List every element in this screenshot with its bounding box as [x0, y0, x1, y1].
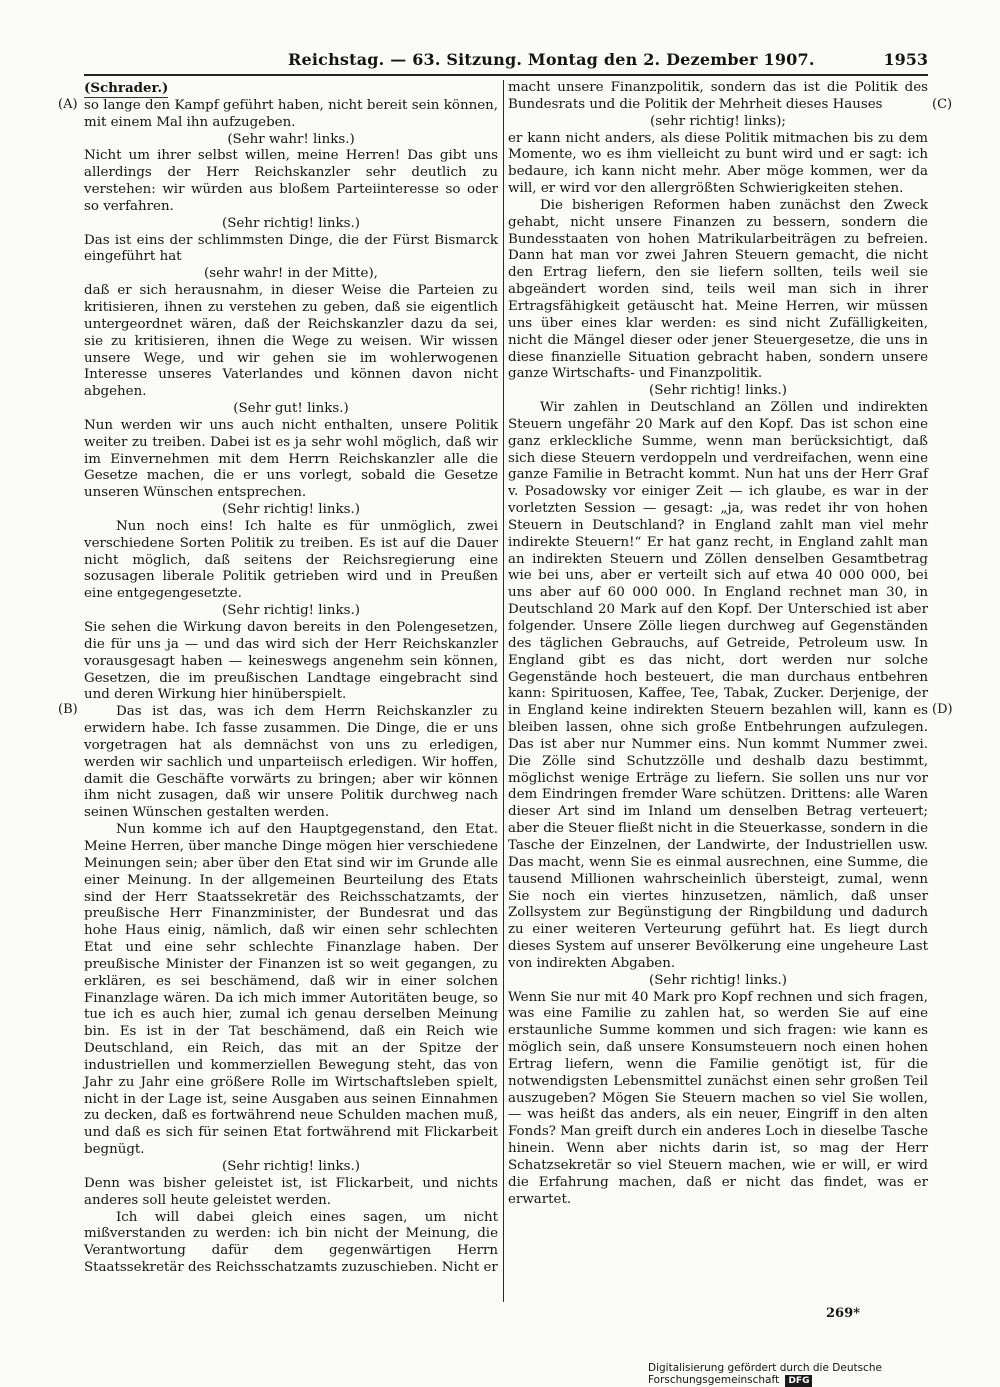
paragraph: Ich will dabei gleich eines sagen, um nicht mißverstanden zu werden: ich bin nicht der Meinung, die Verantwortung dafür dem gegenwärtigen Herrn Staatssekretär des Reichsschatzamts zuzuschieben. Nicht er: [84, 1209, 498, 1276]
paragraph: Das ist das, was ich dem Herrn Reichskanzler zu erwidern habe. Ich fasse zusammen. Die Dinge, die er uns vorgetragen hat als demnächst von uns zu erledigen, werden wir sachlich und unparteiisch erledigen. Wir hoffen, damit die Geschäfte vorwärts zu bringen; aber wir können ihm nicht zusagen, daß wir unsere Politik durchweg nach seinen Wünschen gestalten werden.: [84, 704, 498, 821]
interjection: (Sehr richtig! links.): [222, 603, 360, 619]
footer-text: Digitalisierung gefördert durch die Deutsche Forschungsgemeinschaft: [648, 1362, 882, 1386]
footer-credit: [648, 1362, 1000, 1387]
margin-marker-a: (A): [58, 97, 78, 112]
paragraph: Nun komme ich auf den Hauptgegenstand, den Etat. Meine Herren, über manche Dinge mögen hier verschiedene Meinungen sein; aber über den Etat sind wir im Grunde alle einer Meinung. In der allgemeinen Beurteilung des Etats sind der Herr Staatssekretär des Reichsschatzamts, der preußische Herr Finanzminister, der Bundesrat und das hohe Haus einig, nämlich, daß wir einen sehr schlechten Etat und eine sehr schlechte Finanzlage haben. Der preußische Minister der Finanzen ist so weit gegangen, zu erklären, es sei beschämend, daß wir in einer solchen Finanzlage wären. Da ich mich immer Autoritäten beuge, so tue ich es auch hier, zumal ich genau derselben Meinung bin. Es ist in der Tat beschämend, daß ein Reich wie Deutschland, ein Reich, das mit an der Spitze der industriellen und kommerziellen Bewegung steht, das von Jahr zu Jahr eine größere Rolle im Wirtschaftsleben spielt, nicht in der Lage ist, seine Ausgaben aus seinen Einnahmen zu decken, daß es fortwährend neue Schulden machen muß, und daß es sich für seinen Etat fortwährend mit Flickarbeit begnügt.: [84, 822, 498, 1158]
paragraph: er kann nicht anders, als diese Politik mitmachen bis zu dem Momente, wo es ihm vielleicht zu bunt wird und er sagt: ich bedaure, ich kann nicht mehr. Aber möge kommen, wer da will, er wird vor den allergrößten Schwierigkeiten stehen.: [508, 130, 928, 197]
paragraph: Nicht um ihrer selbst willen, meine Herren! Das gibt uns allerdings der Herr Reichskanzler sehr deutlich zu verstehen: wir würden aus bloßem Parteiinteresse so oder so verfahren.: [84, 148, 498, 214]
interjection: (Sehr richtig! links.): [222, 1159, 360, 1174]
interjection: (Sehr richtig! links.): [222, 502, 360, 518]
interjection: (Sehr wahr! links.): [227, 131, 355, 147]
speaker-line: [84, 80, 498, 98]
paragraph: Das ist eins der schlimmsten Dinge, die der Fürst Bismarck eingeführt hat: [84, 232, 498, 265]
paragraph: Sie sehen die Wirkung davon bereits in den Polengesetzen, die für uns ja — und das wird sich der Herr Reichskanzler vorausgesagt haben — keineswegs angenehm sein können, Gesetzen, die im preußischen Landtage eingebracht sind und deren Wirkung hier hinüberspielt.: [84, 620, 498, 703]
paragraph: Wir zahlen in Deutschland an Zöllen und indirekten Steuern ungefähr 20 Mark auf den Kopf. Das ist schon eine ganz erkleckliche Summe, wenn man berücksichtigt, daß sich diese Steuern verdoppeln und verdreifachen, wenn eine ganze Familie in Betracht kommt. Nun hat uns der Herr Graf v. Posadowsky vor einiger Zeit — ich glaube, es war in der vorletzten Session — gesagt: „ja, was redet ihr von hohen Steuern in Deutschland? in England zahlt man viel mehr indirekte Steuern!“ Er hat ganz recht, in England zahlt man an indirekten Steuern und Zöllen denselben Gesamtbetrag wie bei uns, aber er verteilt sich auf etwa 40 000 000, bei uns aber auf 60 000 000. In England rechnet man 30, in Deutschland 20 Mark auf den Kopf. Der Unterschied ist aber folgender. Unsere Zölle liegen durchweg auf Gegenständen des täglichen Gebrauchs, auf Getreide, Petroleum usw. In England gibt es das nicht, dort werden nur solche Gegenstände hoch besteuert, die man durchaus entbehren kann: Spirituosen, Kaffee, Tee, Tabak, Zucker. Derjenige, der in England keine indirekten Steuern bezahlen will, kann es bleiben lassen, ohne sich große Entbehrungen aufzulegen. Das ist aber nur Nummer eins. Nun kommt Nummer zwei. Die Zölle sind Schutzzölle und deshalb dazu bestimmt, möglichst wenige Erträge zu liefern. Sie sollen uns nur vor dem Eindringen fremder Ware schützen. Drittens: alle Waren dieser Art sind im Inland um denselben Betrag verteuert; aber die Steuer fließt nicht in die Steuerkasse, sondern in die Tasche der Einzelnen, der Landwirte, der Industriellen usw. Das macht, wenn Sie es einmal ausrechnen, eine Summe, die tausend Millionen wahrscheinlich übersteigt, zumal, wenn Sie noch ein viertes hinzusetzen, nämlich, daß unser Zollsystem zur Begünstigung der Ringbildung und dadurch zu einer weiteren Verteurung geführt hat. Es liegt durch dieses System auf unserer Bevölkerung eine ungeheure Last von indirekten Abgaben.: [508, 400, 928, 971]
column-divider: [503, 80, 504, 1302]
speaker-name: (Schrader.): [84, 80, 169, 96]
margin-marker-b: (B): [58, 702, 78, 717]
paragraph: Nun werden wir uns auch nicht enthalten, unsere Politik weiter zu treiben. Dabei ist es ja sehr wohl möglich, daß wir im Einvernehmen mit dem Herrn Reichskanzler alle die Gesetze machen, die er uns vorlegt, sobald die Gesetze unseren Wünschen entsprechen.: [84, 417, 498, 501]
paragraph: so lange den Kampf geführt haben, nicht bereit sein können, mit einem Mal ihn aufzugeben.: [84, 97, 498, 130]
left-column: [84, 80, 498, 1277]
dfg-logo: DFG: [785, 1375, 812, 1387]
interjection: (Sehr richtig! links.): [649, 972, 787, 988]
interjection: (sehr wahr! in der Mitte),: [204, 266, 378, 282]
right-column: [508, 80, 928, 1209]
margin-marker-c: (C): [932, 97, 953, 112]
page-header: [84, 48, 928, 76]
sheet-signature: 269*: [826, 1306, 860, 1321]
interjection: (sehr richtig! links);: [650, 113, 786, 129]
margin-marker-d: (D): [932, 702, 953, 717]
interjection: (Sehr richtig! links.): [222, 215, 360, 231]
paragraph: daß er sich herausnahm, in dieser Weise die Parteien zu kritisieren, ihnen zu verstehen zu geben, daß sie eigentlich untergeordnet wären, daß der Reichskanzler dazu da sei, sie zu kritisieren, ihnen die Wege zu weisen. Wir wissen unsere Wege, und wir gehen sie im wohlerwogenen Interesse unseres Vaterlandes und können davon nicht abgehen.: [84, 283, 498, 400]
page-number: 1953: [883, 50, 928, 69]
paragraph: Denn was bisher geleistet ist, ist Flickarbeit, und nichts anderes soll heute geleistet werden.: [84, 1175, 498, 1208]
paragraph: macht unsere Finanzpolitik, sondern das ist die Politik des Bundesrats und die Politik der Mehrheit dieses Hauses: [508, 80, 928, 112]
paragraph: Nun noch eins! Ich halte es für unmöglich, zwei verschiedene Sorten Politik zu treiben. Es ist auf die Dauer nicht möglich, daß seitens der Reichsregierung eine sozusagen liberale Politik getrieben wird und in Preußen eine entgegengesetzte.: [84, 518, 498, 602]
paragraph: Wenn Sie nur mit 40 Mark pro Kopf rechnen und sich fragen, was eine Familie zu zahlen hat, so werden Sie auf eine erstaunliche Summe kommen und sich fragen: wie kann es möglich sein, daß unsere Konsumsteuern noch einen hohen Ertrag liefern, wenn die Familie genötigt ist, für die notwendigsten Lebensmittel zunächst einen sehr großen Teil auszugeben? Mögen Sie Steuern machen so viel Sie wollen, — was heißt das anders, als ein neuer, Eingriff in den alten Fonds? Man greift durch ein anderes Loch in dieselbe Tasche hinein. Wenn aber nichts darin ist, so mag der Herr Schatzsekretär so viel Steuern machen, wie er will, er wird die Erfahrung machen, daß er nicht das findet, was er erwartet.: [508, 989, 928, 1207]
interjection: (Sehr gut! links.): [233, 401, 349, 417]
interjection: (Sehr richtig! links.): [649, 383, 787, 399]
paragraph: Die bisherigen Reformen haben zunächst den Zweck gehabt, nicht unsere Finanzen zu bessern, sondern die Bundesstaaten von hohen Matrikularbeiträgen zu befreien. Dann hat man vor zwei Jahren Steuern gemacht, die nicht den Ertrag liefern, den sie liefern sollten, teils weil sie abgeändert worden sind, teils weil man sich in ihrer Ertragsfähigkeit getäuscht hat. Meine Herren, wir müssen uns über eines klar werden: es sind nicht Zufälligkeiten, nicht die Mängel dieser oder jener Steuergesetze, die uns in diese finanzielle Situation gebracht haben, sondern unsere ganze Wirtschafts- und Finanzpolitik.: [508, 197, 928, 382]
running-title: Reichstag. — 63. Sitzung. Montag den 2. Dezember 1907.: [288, 50, 815, 69]
